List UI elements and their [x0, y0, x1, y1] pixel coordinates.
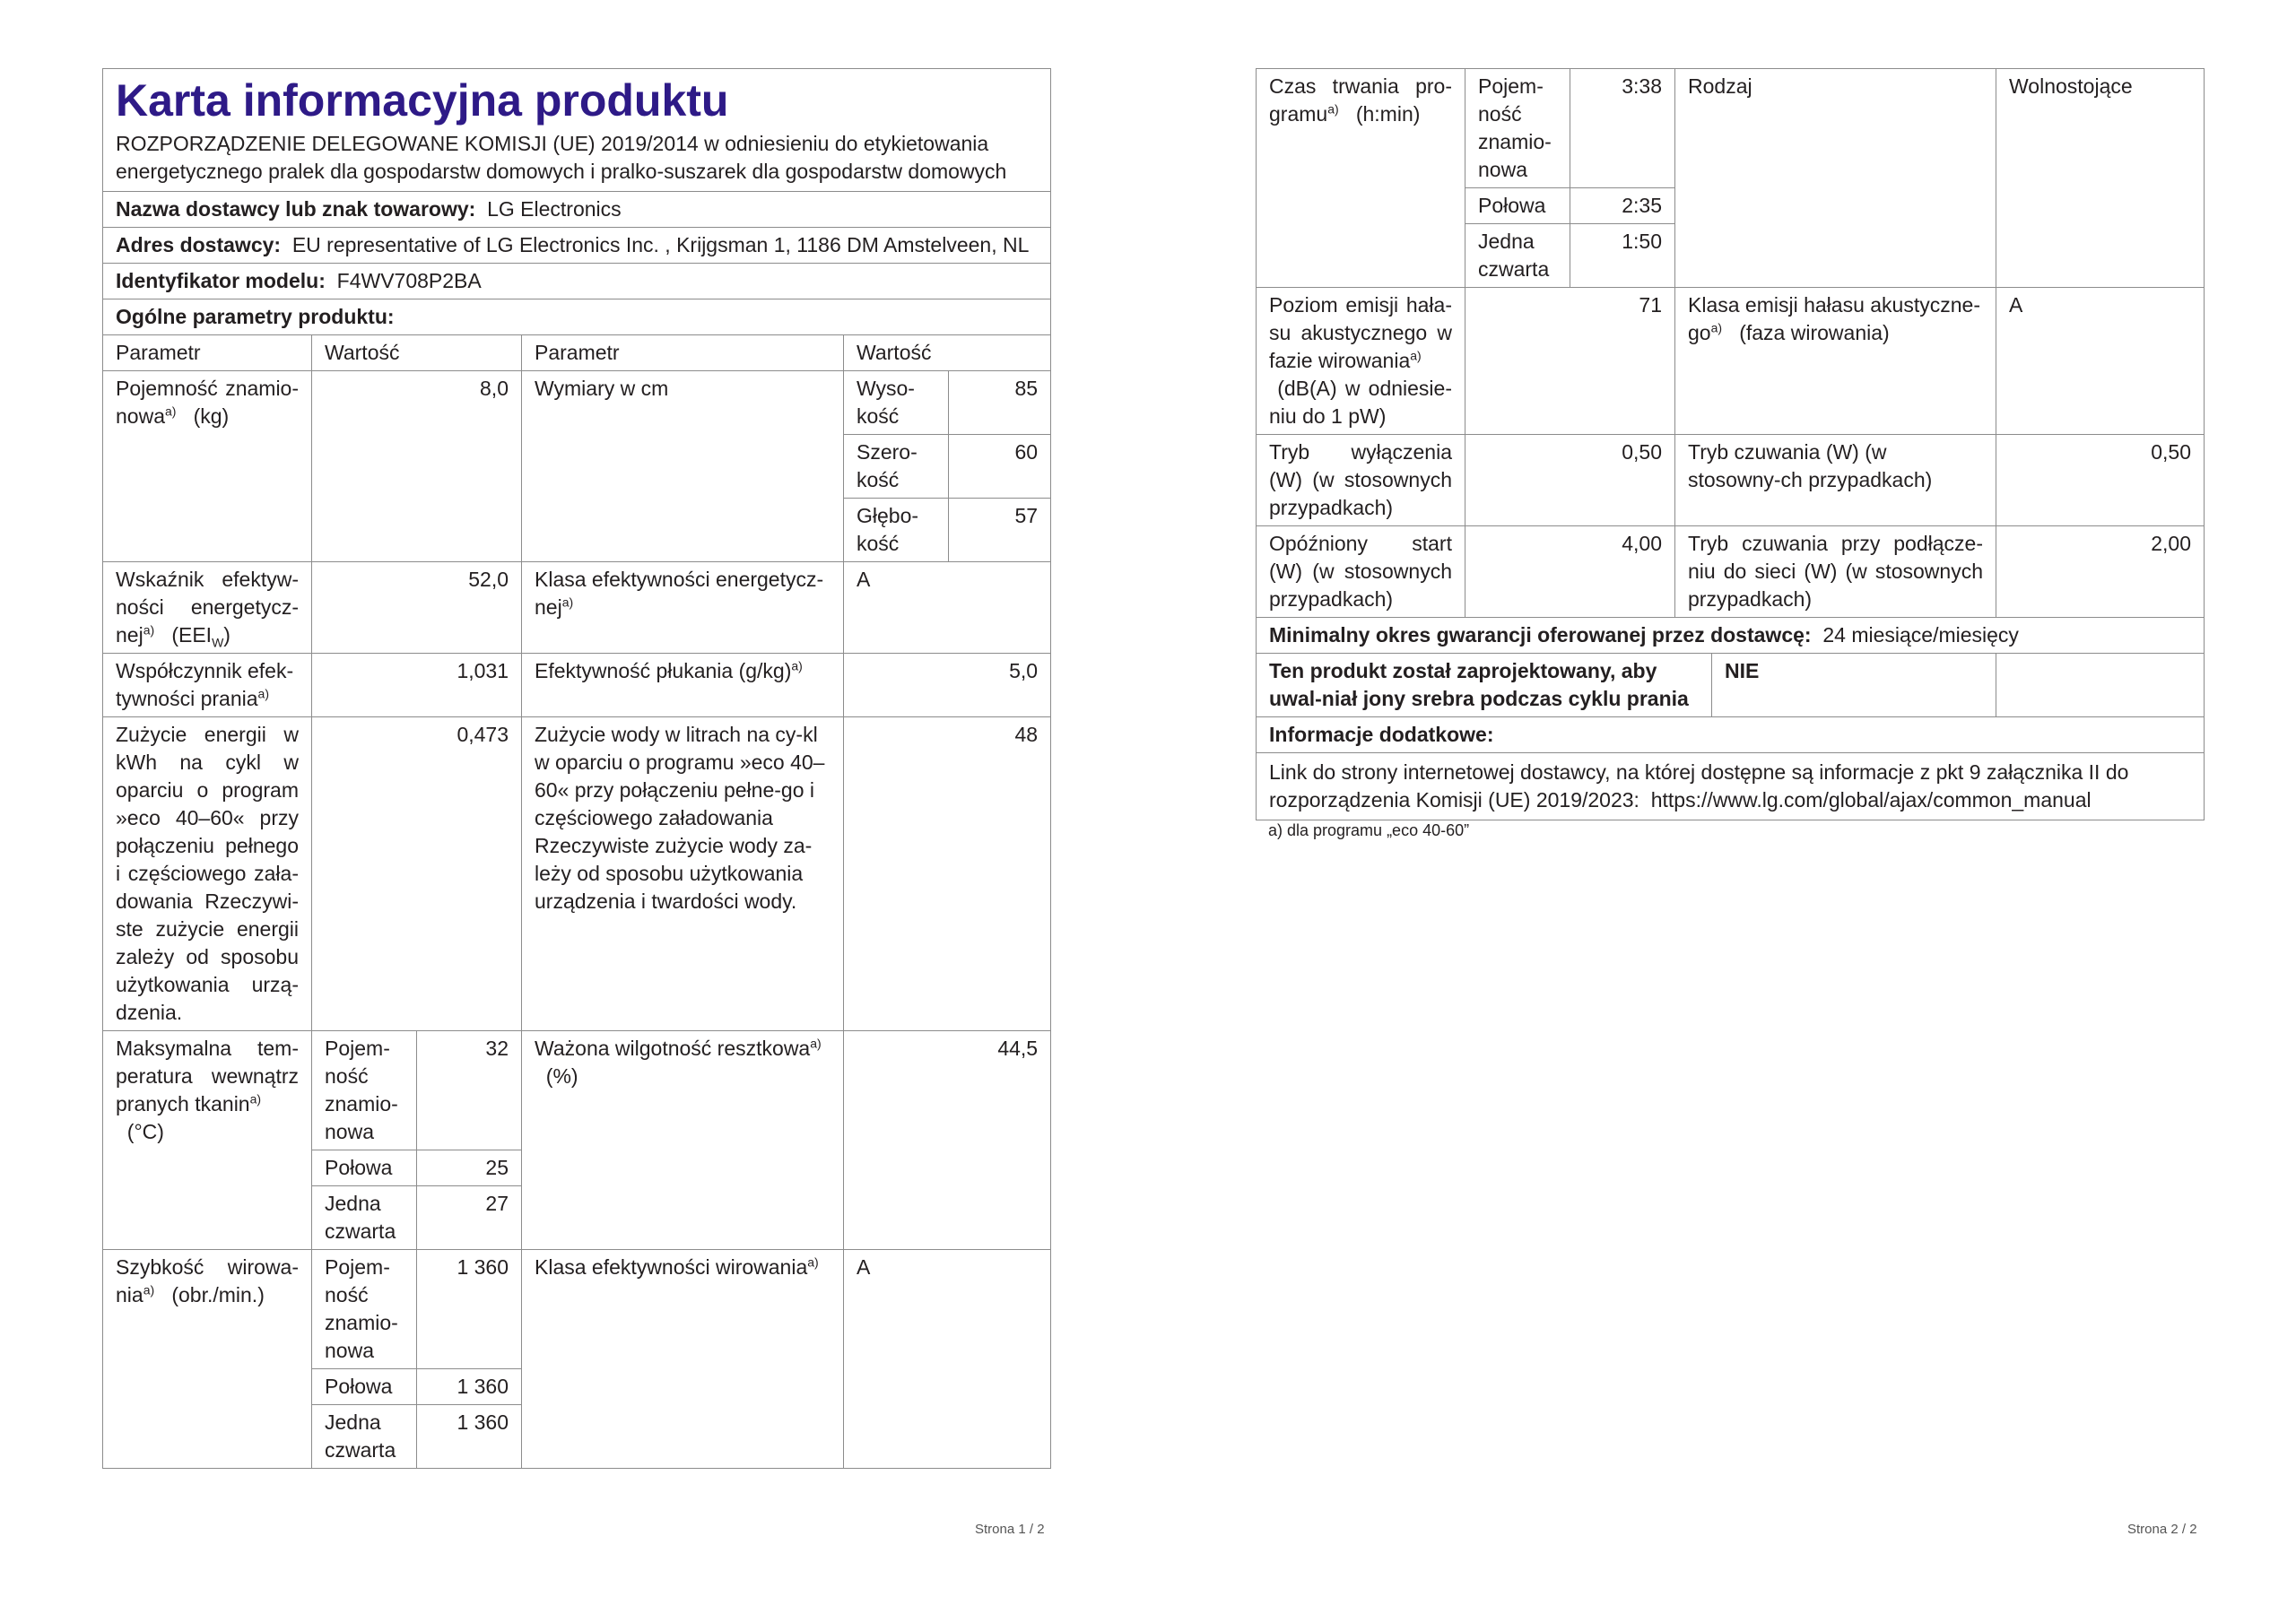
max-temp-sub-label: Jedna czwarta: [312, 1186, 417, 1250]
table-row: [1257, 526, 2205, 618]
standby-label: Tryb czuwania (W) (w stosowny-ch przypadkach): [1675, 435, 1996, 526]
spin-speed-sub-value: 1 360: [417, 1405, 522, 1469]
energy-class-label: Klasa efektywności energetycz-nej$^{a)}$: [522, 562, 844, 654]
water-consumption-label: Zużycie wody w litrach na cy-kl w oparciu o programu »eco 40–60« przy połączeniu pełne-go i częściowego załadowania Rzeczywiste zużycie wody za-leży od sposobu użytkowania urządzenia i twardości wody.: [522, 717, 844, 1031]
address-value: EU representative of LG Electronics Inc. , Krijgsman 1, 1186 DM Amstelveen, NL: [291, 233, 1030, 256]
washing-efficiency-value: 1,031: [312, 654, 522, 717]
page-2: [1256, 68, 2204, 839]
noise-class-value: A: [1996, 288, 2205, 435]
rated-capacity-value: 8,0: [312, 371, 522, 562]
silver-row: [1257, 654, 1996, 717]
duration-label: Czas trwania pro-gramu$^{a)}$ (h:min): [1257, 69, 1465, 288]
supplier-label: Nazwa dostawcy lub znak towarowy:: [116, 197, 476, 221]
moisture-label: Ważona wilgotność resztkowa$^{a)}$ (%): [522, 1031, 844, 1250]
energy-consumption-label: Zużycie energii w kWh na cykl w oparciu o program »eco 40–60« przy połączeniu pełnego i częściowego zała-dowania Rzeczywi-ste zużycie energii zależy od sposobu użytkowania urzą-dzenia.: [103, 717, 312, 1031]
spin-speed-sub-label: Pojem-ność znamio-nowa: [312, 1250, 417, 1369]
delay-start-label: Opóźniony start (W) (w stosownych przypadkach): [1257, 526, 1465, 618]
dim-height-value: 85: [949, 371, 1051, 435]
off-mode-value: 0,50: [1465, 435, 1675, 526]
header-parameter-1: Parametr: [103, 335, 312, 371]
dimensions-label: Wymiary w cm: [522, 371, 844, 562]
network-standby-value: 2,00: [1996, 526, 2205, 618]
link-text: Link do strony internetowej dostawcy, na której dostępne są informacje z pkt 9 załącznika II do rozporządzenia Komisji (UE) 2019/2023:: [1269, 760, 2129, 812]
eei-label: Wskaźnik efektyw-ności energetycz-nej$^{a)}$ $(EEI_W)$: [103, 562, 312, 654]
dim-width-value: 60: [949, 435, 1051, 499]
page-title: Karta informacyjna produktu: [116, 75, 729, 126]
address-label: Adres dostawcy:: [116, 233, 282, 256]
max-temp-sub-value: 27: [417, 1186, 522, 1250]
table-header-row: [103, 335, 1051, 371]
supplier-value: LG Electronics: [487, 197, 622, 221]
table-row: [103, 562, 1051, 654]
dim-depth-value: 57: [949, 499, 1051, 562]
max-temp-sub-value: 25: [417, 1150, 522, 1186]
duration-sub-label: Połowa: [1465, 188, 1570, 224]
table-row: [1257, 654, 2205, 717]
product-sheet-table-2: [1256, 68, 2205, 820]
dim-height-label: Wyso-kość: [844, 371, 949, 435]
table-row: [1257, 435, 2205, 526]
model-row: [103, 264, 1051, 299]
energy-consumption-value: 0,473: [312, 717, 522, 1031]
noise-label: Poziom emisji hała-su akustycznego w fazie wirowania$^{a)}$ (dB(A) w odniesie-niu do 1 pW): [1257, 288, 1465, 435]
standby-value: 0,50: [1996, 435, 2205, 526]
eei-value: 52,0: [312, 562, 522, 654]
header-parameter-2: Parametr: [522, 335, 844, 371]
washing-efficiency-label: Współczynnik efek-tywności prania$^{a)}$: [103, 654, 312, 717]
table-row: [103, 371, 1051, 435]
max-temp-sub-value: 32: [417, 1031, 522, 1150]
header-value-2: Wartość: [844, 335, 1051, 371]
network-standby-label: Tryb czuwania przy podłącze-niu do sieci (W) (w stosownych przypadkach): [1675, 526, 1996, 618]
warranty-value: 24 miesiące/miesięcy: [1822, 623, 2019, 647]
general-params-heading: Ogólne parametry produktu:: [103, 299, 1051, 335]
spin-speed-sub-value: 1 360: [417, 1369, 522, 1405]
table-row: [1257, 288, 2205, 435]
supplier-row: [103, 192, 1051, 228]
silver-label: Ten produkt został zaprojektowany, aby uwal-niał jony srebra podczas cyklu prania: [1257, 654, 1712, 716]
type-value: Wolnostojące: [1996, 69, 2205, 288]
model-label: Identyfikator modelu:: [116, 269, 326, 292]
model-value: F4WV708P2BA: [336, 269, 482, 292]
page-1: [102, 68, 1050, 1469]
page-number-1: Strona 1 / 2: [975, 1522, 1045, 1537]
header-cell: [103, 69, 1051, 192]
product-sheet-table-1: [102, 68, 1051, 1469]
rinsing-efficiency-value: 5,0: [844, 654, 1051, 717]
spin-speed-label: Szybkość wirowa-nia$^{a)}$ (obr./min.): [103, 1250, 312, 1469]
max-temp-sub-label: Połowa: [312, 1150, 417, 1186]
noise-value: 71: [1465, 288, 1675, 435]
address-row: [103, 228, 1051, 264]
silver-row-filler: [1996, 654, 2205, 717]
footnote: a) dla programu „eco 40-60”: [1268, 821, 1470, 839]
duration-sub-value: 1:50: [1570, 224, 1675, 288]
spin-class-label: Klasa efektywności wirowania$^{a)}$: [522, 1250, 844, 1469]
silver-value: NIE: [1725, 659, 1760, 682]
spin-speed-sub-label: Połowa: [312, 1369, 417, 1405]
dim-depth-label: Głębo-kość: [844, 499, 949, 562]
noise-class-label: Klasa emisji hałasu akustyczne-$go^{a)}$ (faza wirowania): [1675, 288, 1996, 435]
max-temperature-label: Maksymalna tem-peratura wewnątrz pranych tkanin$^{a)}$ (°C): [103, 1031, 312, 1250]
duration-sub-value: 3:38: [1570, 69, 1675, 188]
warranty-row: [1257, 618, 2205, 654]
type-label: Rodzaj: [1675, 69, 1996, 288]
table-row: [1257, 618, 2205, 654]
delay-start-value: 4,00: [1465, 526, 1675, 618]
table-row: [103, 717, 1051, 1031]
warranty-label: Minimalny okres gwarancji oferowanej przez dostawcę:: [1269, 623, 1812, 647]
duration-sub-label: Jedna czwarta: [1465, 224, 1570, 288]
water-consumption-value: 48: [844, 717, 1051, 1031]
table-row: [103, 1250, 1051, 1369]
additional-info-cell: [1257, 753, 2205, 820]
page-number-2: Strona 2 / 2: [2127, 1522, 2197, 1537]
duration-sub-label: Pojem-ność znamio-nowa: [1465, 69, 1570, 188]
rinsing-efficiency-label: Efektywność płukania $(g/kg)^{a)}$: [522, 654, 844, 717]
dim-width-label: Szero-kość: [844, 435, 949, 499]
spin-class-value: A: [844, 1250, 1051, 1469]
table-row: [103, 1031, 1051, 1150]
spin-speed-sub-label: Jedna czwarta: [312, 1405, 417, 1469]
duration-sub-value: 2:35: [1570, 188, 1675, 224]
spin-speed-sub-value: 1 360: [417, 1250, 522, 1369]
moisture-value: 44,5: [844, 1031, 1051, 1250]
off-mode-label: Tryb wyłączenia (W) (w stosownych przypadkach): [1257, 435, 1465, 526]
energy-class-value: A: [844, 562, 1051, 654]
rated-capacity-label: Pojemność znamio-nowa$^{a)}$ (kg): [103, 371, 312, 562]
table-row: [1257, 69, 2205, 188]
link-url[interactable]: https://www.lg.com/global/ajax/common_manual: [1650, 788, 2092, 812]
regulation-text: ROZPORZĄDZENIE DELEGOWANE KOMISJI (UE) 2019/2014 w odniesieniu do etykietowania energetycznego pralek dla gospodarstw domowych i pralko-suszarek dla gospodarstw domowych: [116, 132, 1007, 183]
max-temp-sub-label: Pojem-ność znamio-nowa: [312, 1031, 417, 1150]
additional-info-heading: Informacje dodatkowe:: [1257, 717, 2205, 753]
header-value-1: Wartość: [312, 335, 522, 371]
table-row: [103, 654, 1051, 717]
